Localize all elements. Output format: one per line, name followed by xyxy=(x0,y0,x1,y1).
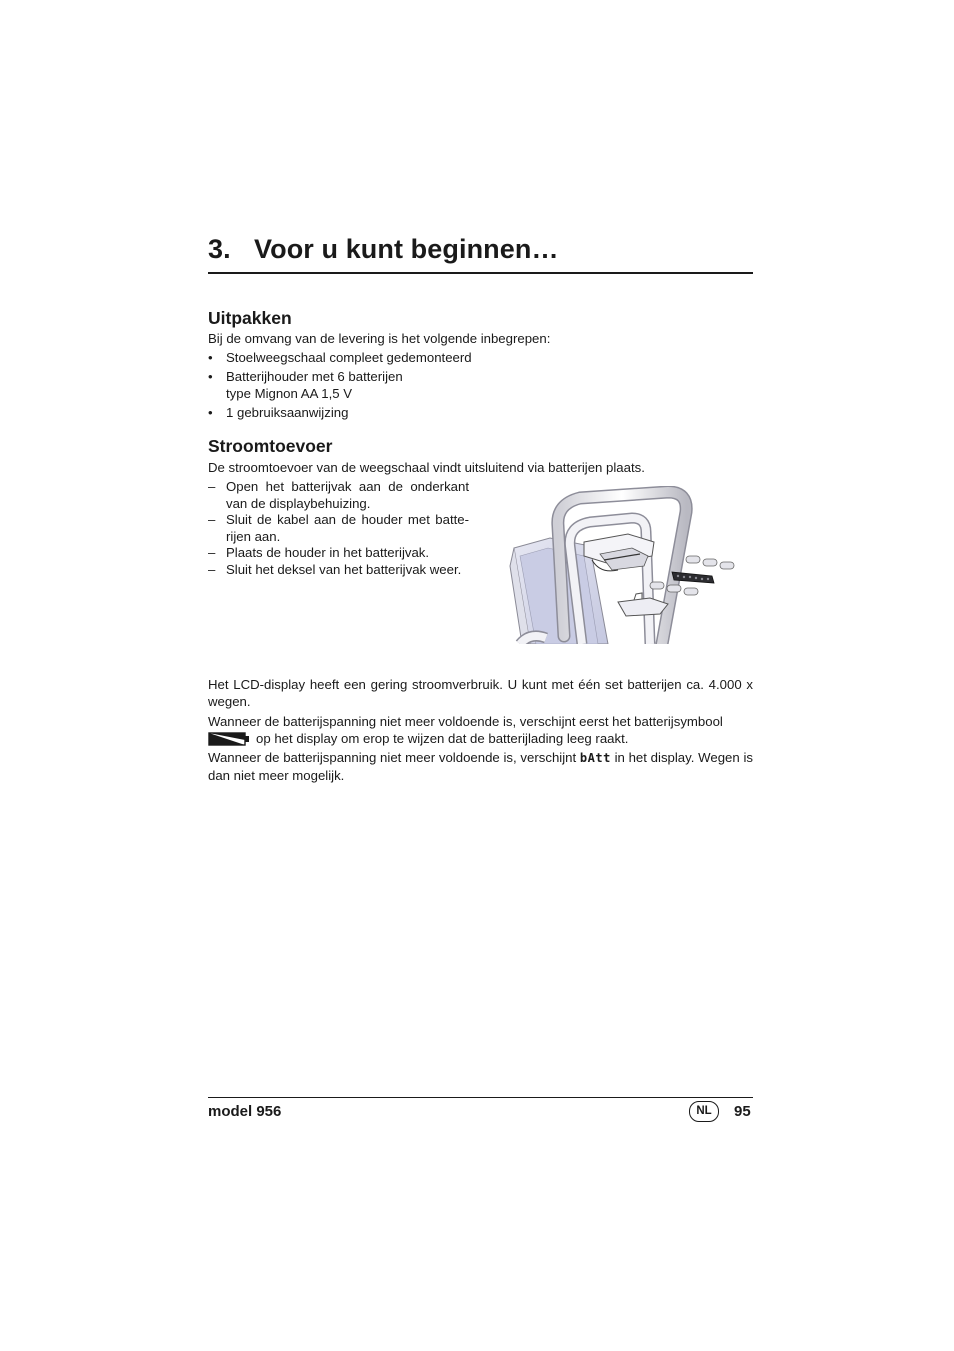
dash-icon: – xyxy=(208,479,216,494)
battery-installation-illustration xyxy=(500,486,754,644)
chapter-title: Voor u kunt beginnen… xyxy=(254,234,559,264)
footer-rule xyxy=(208,1097,753,1098)
dash-icon: – xyxy=(208,561,216,577)
list-item: – Sluit het deksel van het batterijvak weer. xyxy=(208,561,462,577)
unpacking-list xyxy=(208,350,753,424)
bullet-icon: • xyxy=(208,350,213,365)
power-paragraph-batt: Wanneer de batterijspanning niet meer voldoende is, verschijnt bAtt in het display. Wegen is dan niet meer mogelijk. xyxy=(208,750,753,783)
list-item: – Open het batterijvak aan de onderkant van de displaybehuizing. xyxy=(208,479,469,511)
dash-icon: – xyxy=(208,512,216,527)
page-number: 95 xyxy=(734,1103,751,1120)
bullet-icon: • xyxy=(208,369,213,384)
power-paragraph-consumption: Het LCD-display heeft een gering stroomverbruik. U kunt met één set batterijen ca. 4.000 x wegen. xyxy=(208,677,753,709)
list-item: • 1 gebruiksaanwijzing xyxy=(208,404,349,420)
page-title xyxy=(208,234,559,265)
power-heading: Stroomtoevoer xyxy=(208,436,333,456)
power-intro: De stroomtoevoer van de weegschaal vindt uitsluitend via batterijen plaats. xyxy=(208,460,645,475)
power-paragraph-low-battery: Wanneer de batterijspanning niet meer voldoende is, verschijnt eerst het batterijsymbool op het display om erop te wijzen dat de batterijlading leeg raakt. xyxy=(208,714,723,746)
title-rule xyxy=(208,272,753,274)
list-item: – Plaats de houder in het batterijvak. xyxy=(208,545,430,560)
bullet-icon: • xyxy=(208,404,213,420)
chapter-number: 3. xyxy=(208,234,231,264)
footer-model: model 956 xyxy=(208,1103,282,1120)
lcd-batt-indicator: bAtt xyxy=(579,751,611,765)
language-badge: NL xyxy=(689,1101,719,1122)
list-item: • Batterijhouder met 6 batterijen type Mignon AA 1,5 V xyxy=(208,369,403,401)
list-item: – Sluit de kabel aan de houder met batte-rijen aan. xyxy=(208,512,469,544)
dash-icon: – xyxy=(208,545,216,560)
list-item: • Stoelweegschaal compleet gedemonteerd xyxy=(208,350,472,365)
unpacking-heading: Uitpakken xyxy=(208,308,292,328)
unpacking-intro: Bij de omvang van de levering is het volgende inbegrepen: xyxy=(208,331,551,346)
low-battery-icon xyxy=(208,732,250,746)
power-steps xyxy=(208,479,469,578)
